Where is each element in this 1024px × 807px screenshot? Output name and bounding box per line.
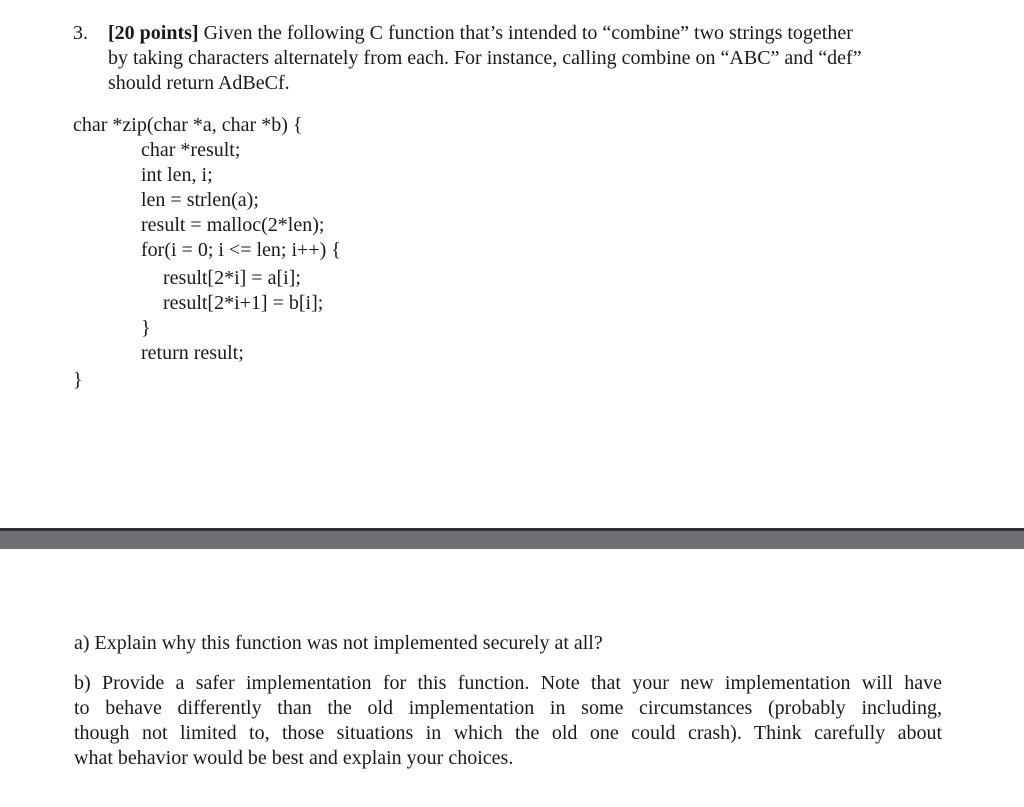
code-line: char *result; (141, 139, 241, 161)
question-line-2: by taking characters alternately from each. For instance, calling combine on “ABC” and “def” (108, 47, 862, 69)
part-b-line: what behavior would be best and explain your choices. (74, 747, 514, 769)
part-b-line: to behave differently than the old implementation in some circumstances (probably including, (74, 697, 942, 719)
code-line: result[2*i] = a[i]; (163, 267, 301, 289)
code-line: } (141, 317, 151, 339)
section-divider (0, 528, 1024, 549)
question-line-1-text: Given the following C function that’s intended to “combine” two strings together (198, 22, 853, 44)
code-line: } (73, 369, 83, 391)
code-line: char *zip(char *a, char *b) { (73, 114, 303, 136)
part-a: a) Explain why this function was not implemented securely at all? (74, 632, 603, 654)
question-number: 3. (73, 22, 88, 44)
question-points: [20 points] (108, 22, 199, 44)
code-line: for(i = 0; i <= len; i++) { (141, 239, 341, 261)
code-line: return result; (141, 342, 244, 364)
code-line: len = strlen(a); (141, 189, 259, 211)
parts-section (0, 549, 1024, 807)
code-line: int len, i; (141, 164, 213, 186)
code-line: result = malloc(2*len); (141, 214, 325, 236)
part-b-line: though not limited to, those situations in which the old one could crash). Think carefully about (74, 722, 942, 744)
part-b-line: b) Provide a safer implementation for this function. Note that your new implementation will have (74, 672, 942, 694)
section-divider-edge (0, 528, 1024, 531)
question-line-3: should return AdBeCf. (108, 72, 290, 94)
question-line-1 (108, 21, 853, 45)
code-line: result[2*i+1] = b[i]; (163, 292, 324, 314)
